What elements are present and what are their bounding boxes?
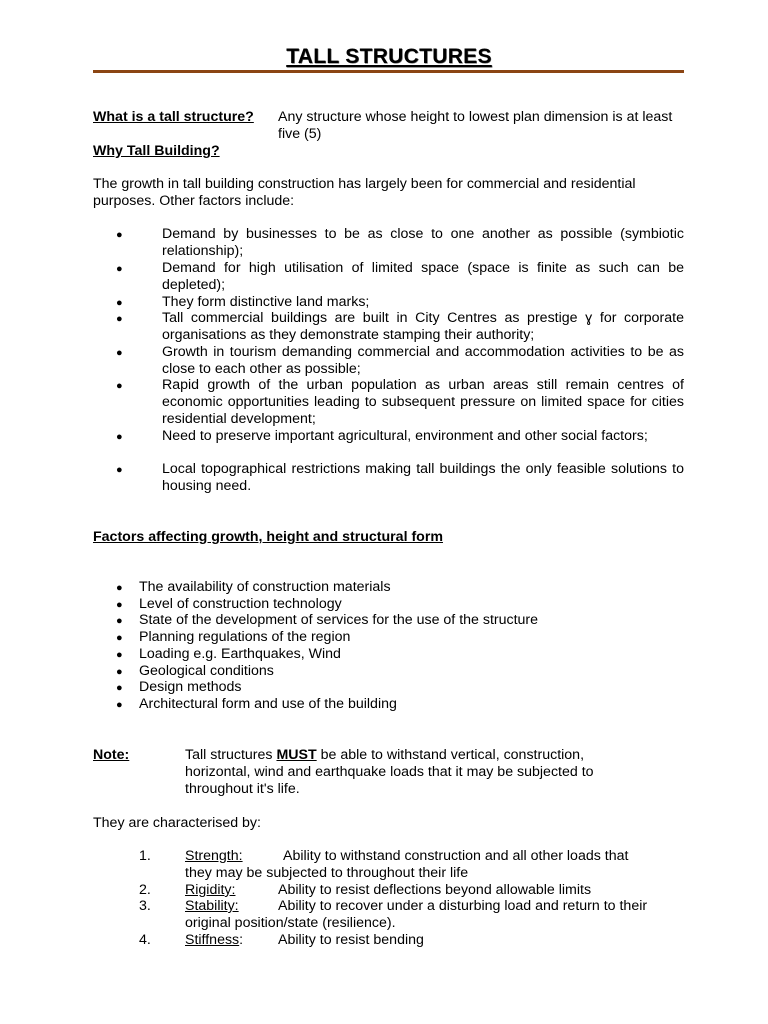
bullet-icon: ●: [116, 699, 123, 711]
item-term: Strength:: [185, 848, 243, 864]
bullet-icon: ●: [116, 682, 123, 694]
reason-text: Demand by businesses to be as close to one another as possible (symbiotic relationship);: [162, 226, 684, 259]
bullet-icon: ●: [116, 464, 123, 476]
item-number: 1.: [139, 848, 151, 864]
characterised-intro: They are characterised by:: [93, 815, 261, 831]
reason-text: Demand for high utilisation of limited space (space is finite as such can be depleted);: [162, 260, 684, 293]
why-heading: Why Tall Building?: [93, 143, 220, 159]
reason-text: Local topographical restrictions making tall buildings the only feasible solutions to housing need.: [162, 461, 684, 494]
bullet-icon: ●: [116, 666, 123, 678]
item-desc-line2: they may be subjected to throughout their life: [185, 865, 469, 881]
bullet-icon: ●: [116, 263, 123, 275]
bullet-icon: ●: [116, 347, 123, 359]
bullet-icon: ●: [116, 229, 123, 241]
item-desc-line1: Ability to recover under a disturbing load and return to their: [278, 898, 648, 914]
bullet-icon: ●: [116, 582, 123, 594]
bullet-icon: ●: [116, 313, 123, 325]
reason-text: Rapid growth of the urban population as urban areas still remain centres of economic opportunities leading to subsequent pressure on limited space for cities residential development;: [162, 377, 684, 427]
note-label: Note:: [93, 747, 130, 763]
factor-text: Geological conditions: [139, 663, 274, 679]
bullet-icon: ●: [116, 431, 123, 443]
factor-text: State of the development of services for the use of the structure: [139, 612, 539, 628]
note-text-after: be able to withstand vertical, construction, horizontal, wind and earthquake loads that it may be subjected to throughout it's life.: [185, 747, 594, 797]
factor-text: Architectural form and use of the building: [139, 696, 397, 712]
item-desc-line1: Ability to withstand construction and all other loads that: [283, 848, 629, 864]
factor-text: Level of construction technology: [139, 596, 342, 612]
factor-text: Loading e.g. Earthquakes, Wind: [139, 646, 341, 662]
reason-text: Need to preserve important agricultural, environment and other social factors;: [162, 428, 648, 444]
item-desc-line2: original position/state (resilience).: [185, 915, 396, 931]
bullet-icon: ●: [116, 615, 123, 627]
growth-intro: The growth in tall building construction has largely been for commercial and residential purposes. Other factors include:: [93, 176, 636, 209]
item-number: 4.: [139, 932, 151, 948]
definition-text: Any structure whose height to lowest plan dimension is at least five (5): [278, 109, 673, 142]
reason-text: Growth in tourism demanding commercial and accommodation activities to be as close to each other as possible;: [162, 344, 684, 377]
bullet-icon: ●: [116, 297, 123, 309]
page-title: TALL STRUCTURES: [286, 45, 492, 68]
note-emphasis: MUST: [276, 747, 317, 763]
item-desc-line1: Ability to resist deflections beyond allowable limits: [278, 882, 592, 898]
factor-text: Design methods: [139, 679, 242, 695]
item-number: 3.: [139, 898, 151, 914]
item-desc-line1: Ability to resist bending: [278, 932, 424, 948]
factor-text: Planning regulations of the region: [139, 629, 351, 645]
factor-text: The availability of construction materials: [139, 579, 391, 595]
bullet-icon: ●: [116, 649, 123, 661]
item-term: Stiffness: [185, 932, 240, 948]
note-text-before: Tall structures: [185, 747, 277, 763]
reason-text: Tall commercial buildings are built in City Centres as prestige ɣ for corporate organisations as they demonstrate stamping their authority;: [162, 310, 684, 343]
bullet-icon: ●: [116, 380, 123, 392]
bullet-icon: ●: [116, 599, 123, 611]
item-term-suffix: :: [239, 932, 244, 948]
note-text: [185, 747, 645, 797]
bullet-icon: ●: [116, 632, 123, 644]
item-term-wrap: [185, 932, 243, 949]
factors-heading: Factors affecting growth, height and structural form: [93, 529, 443, 545]
reason-text: They form distinctive land marks;: [162, 294, 370, 310]
title-divider: [93, 70, 684, 73]
definition-label: What is a tall structure?: [93, 109, 254, 125]
item-term: Rigidity:: [185, 882, 236, 898]
item-term: Stability:: [185, 898, 239, 914]
item-number: 2.: [139, 882, 151, 898]
